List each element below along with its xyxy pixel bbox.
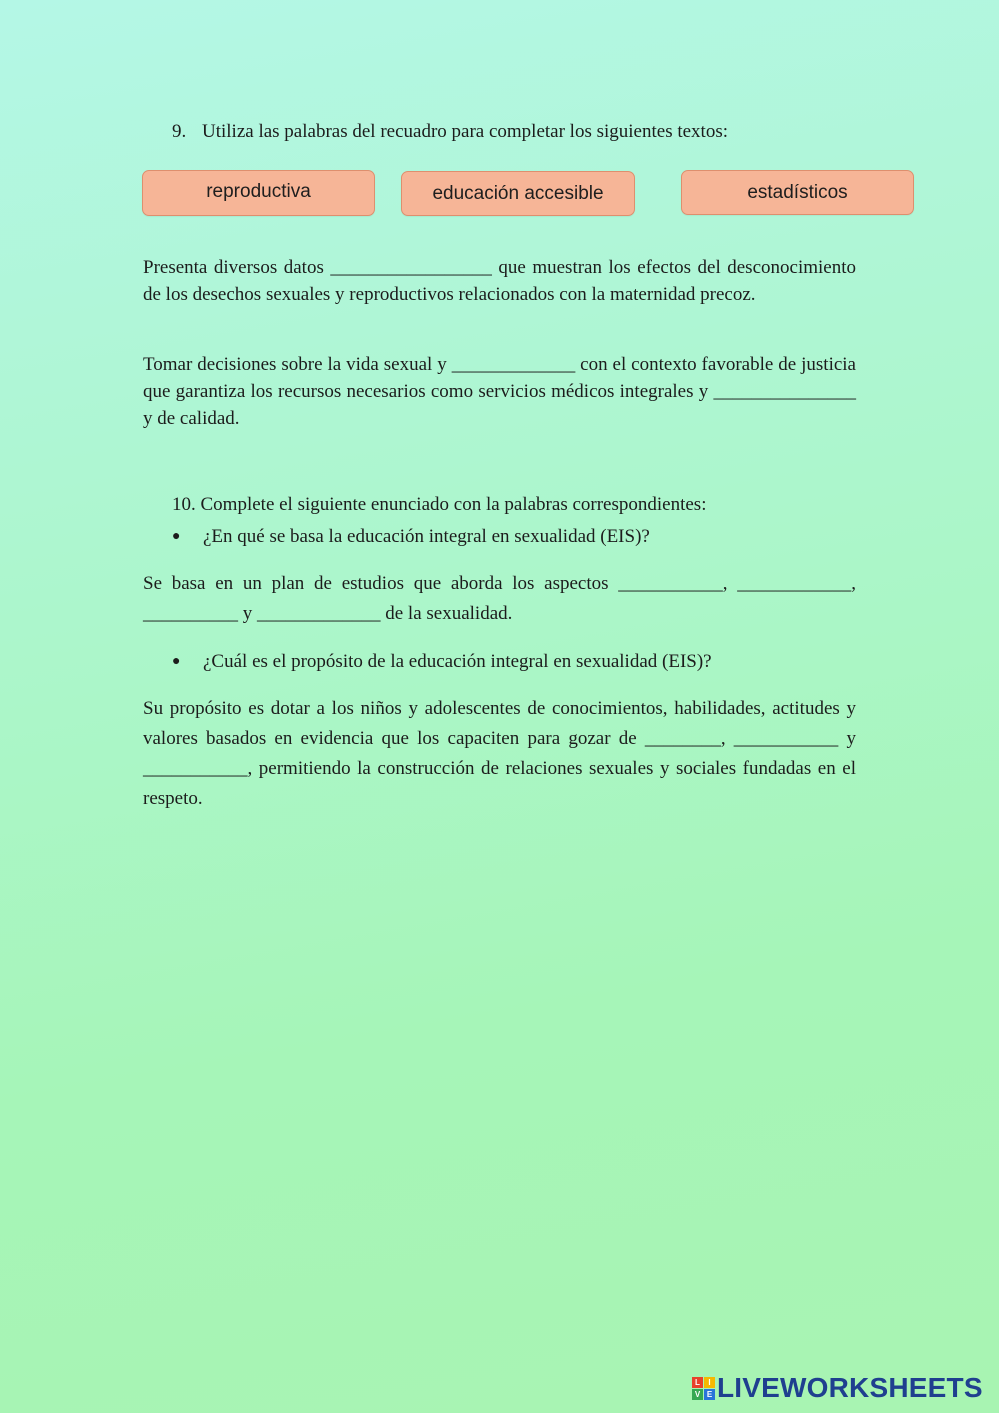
question-10-heading (172, 494, 706, 516)
brand-name: LIVEWORKSHEETS (717, 1372, 983, 1403)
word-label: reproductiva (206, 180, 311, 202)
bullet-icon: ● (172, 654, 181, 669)
question-9-paragraph-2: Tomar decisiones sobre la vida sexual y _____________ con el contexto favorable de justicia que garantiza los recursos necesarios como servicios médicos integrales y _______________ y de calidad. (143, 354, 856, 429)
question-9-paragraph-1: Presenta diversos datos _________________ que muestran los efectos del desconocimiento de los desechos sexuales y reproductivos relacionados con la maternidad precoz. (143, 257, 856, 305)
word-label: educación accesible (432, 182, 604, 204)
question-10-title: Complete el siguiente enunciado con la palabras correspondientes: (200, 494, 707, 515)
question-9-number: 9. (172, 121, 187, 142)
bullet-icon: ● (172, 529, 181, 544)
question-10-bullet-2 (172, 651, 712, 673)
logo-mark-icon: L I V E (692, 1377, 715, 1400)
question-10-answer-1: Se basa en un plan de estudios que aborda los aspectos ___________, ____________, __________ y _____________ de la sexualidad. (143, 573, 856, 624)
question-10-question-2: ¿Cuál es el propósito de la educación integral en sexualidad (EIS)? (203, 651, 712, 672)
question-10-answer-2: Su propósito es dotar a los niños y adolescentes de conocimientos, habilidades, actitudes y valores basados en evidencia que los capaciten para gozar de ________, ___________ y ___________, permitiendo la construcción de relaciones sexuales y sociales fundadas en el respeto. (143, 698, 856, 809)
liveworksheets-logo (692, 1373, 983, 1403)
question-10-bullet-1 (172, 526, 650, 548)
question-10-number: 10. (172, 494, 196, 515)
word-box-reproductiva[interactable] (142, 170, 375, 216)
word-box-estadisticos[interactable] (681, 170, 914, 215)
word-box-educacion-accesible[interactable] (401, 171, 635, 216)
question-10-question-1: ¿En qué se basa la educación integral en sexualidad (EIS)? (203, 526, 650, 547)
question-9-title: Utiliza las palabras del recuadro para completar los siguientes textos: (202, 121, 729, 142)
question-9-heading (172, 121, 728, 143)
word-label: estadísticos (747, 181, 848, 203)
